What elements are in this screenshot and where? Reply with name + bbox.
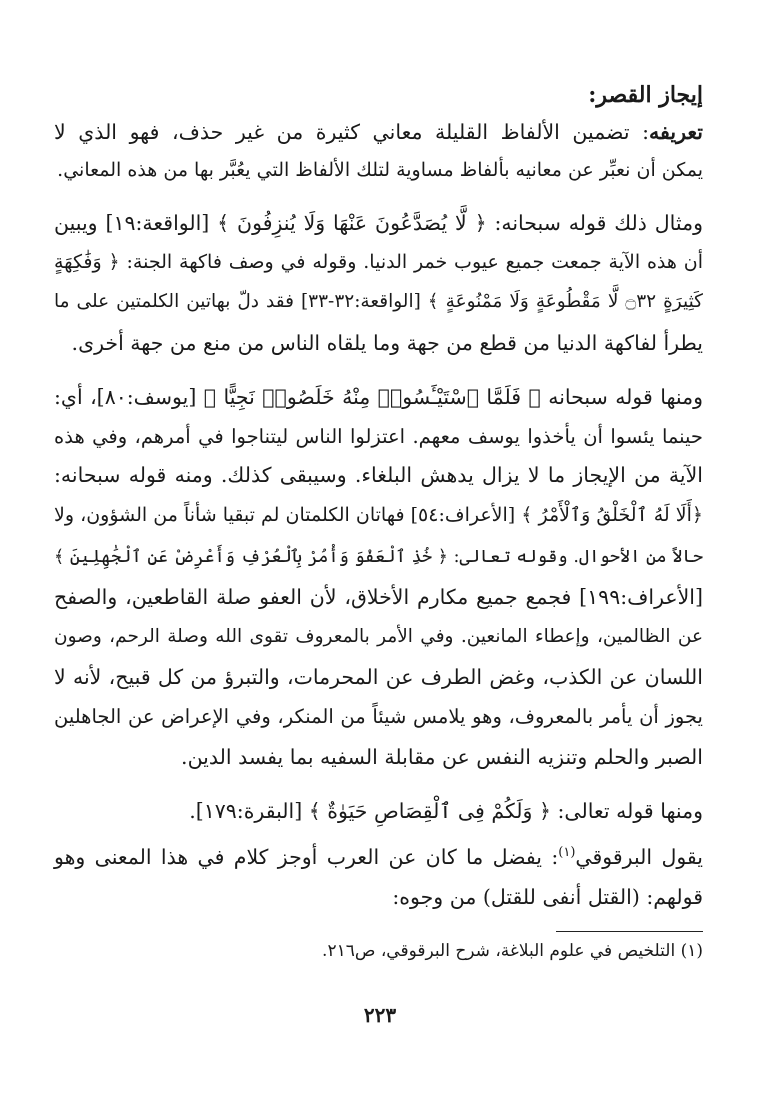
example1-line-4: يطرأ لفاكهة الدنيا من قطع من جهة وما يلقاه الناس من منع من جهة أخرى.: [71, 331, 703, 355]
definition-label: تعريفه: [649, 120, 703, 144]
example3-line-1: ومنها قوله تعالى: ﴿ وَلَكُمْ فِى ٱلْقِصَاصِ حَيَوٰةٌ ﴾ [البقرة:١٧٩].: [189, 799, 703, 823]
definition-line-2: يمكن أن نعبِّر عن معانيه بألفاظ مساوية لتلك الألفاظ التي يعُبَّر بها من هذه المعاني.: [57, 159, 703, 181]
example2-line-7: عن الظالمين، وإعطاء المانعين. وفي الأمر بالمعروف تقوى الله وصلة الرحم، وصون: [54, 626, 703, 647]
example2-line-1: ومنها قوله سبحانه ﴿ فَلَمَّا ٱسْتَيْـَٔسُوا۟ مِنْهُ خَلَصُوا۟ نَجِيًّا ﴾ [يوسف:٨٠]، أي:: [54, 385, 703, 409]
barqouqi-line-1-start: يقول البرقوقي: [575, 845, 704, 869]
footnote: (١) التلخيص في علوم البلاغة، شرح البرقوقي، ص٢١٦.: [322, 941, 703, 961]
definition-line-1-text: : تضمين الألفاظ القليلة معاني كثيرة من غير حذف، فهو الذي لا: [54, 120, 650, 144]
example2-line-3: الآية من الإيجاز ما لا يزال يدهش البلغاء. وسيبقى كذلك. ومنه قوله سبحانه:: [54, 463, 703, 487]
barqouqi-line-1-rest: : يفضل ما كان عن العرب أوجز كلام في هذا المعنى وهو: [54, 845, 559, 869]
section-heading: إيجاز القصر:: [588, 82, 703, 108]
page-number: ٢٢٣: [363, 1003, 397, 1027]
example1-line-1: ومثال ذلك قوله سبحانه: ﴿ لَّا يُصَدَّعُونَ عَنْهَا وَلَا يُنزِفُونَ ﴾ [الواقعة:١٩] ويبين: [54, 211, 703, 235]
example2-line-6: [الأعراف:١٩٩] فجمع جميع مكارم الأخلاق، لأن العفو صلة القاطعين، والصفح: [54, 585, 703, 609]
definition-line-1: [54, 113, 703, 151]
barqouqi-line-1: [54, 838, 703, 876]
example2-line-8: اللسان عن الكذب، وغض الطرف عن المحرمات، والتبرؤ من كل قبيح، لأنه لا: [54, 665, 703, 689]
footnote-divider: [556, 931, 703, 932]
example2-line-5: حالاً من الأحوال. وقوله تعالى: ﴿ خُذِ ٱلْعَفْوَ وَأْمُرْ بِٱلْعُرْفِ وَأَعْرِضْ عَنِ ٱلْجَٰهِلِينَ ﴾: [54, 547, 703, 567]
example2-line-4: ﴿أَلَا لَهُ ٱلْخَلْقُ وَٱلْأَمْرُ ﴾ [الأعراف:٥٤] فهاتان الكلمتان لم تبقيا شأناً من الشؤون، ولا: [54, 504, 704, 526]
footnote-marker: (١): [558, 845, 576, 861]
example1-line-3: كَثِيرَةٍ ۝٣٢ لَّا مَقْطُوعَةٍ وَلَا مَمْنُوعَةٍ ﴾ [الواقعة:٣٢-٣٣] فقد دلّ بهاتين الكلمتين على ما: [54, 291, 703, 312]
example1-line-2: أن هذه الآية جمعت جميع عيوب خمر الدنيا. وقوله في وصف فاكهة الجنة: ﴿ وَفَٰكِهَةٍ: [54, 251, 703, 273]
example2-line-10: الصبر والحلم وتنزيه النفس عن مقابلة السفيه بما يفسد الدين.: [181, 745, 703, 769]
example2-line-2: حينما يئسوا أن يأخذوا يوسف معهم. اعتزلوا الناس ليتناجوا في أمرهم، وفي هذه: [54, 425, 703, 448]
barqouqi-line-2: قولهم: (القتل أنفى للقتل) من وجوه:: [392, 885, 703, 909]
example2-line-9: يجوز أن يأمر بالمعروف، وهو يلامس شيئاً من المنكر، وفي الإعراض عن الجاهلين: [54, 705, 703, 728]
